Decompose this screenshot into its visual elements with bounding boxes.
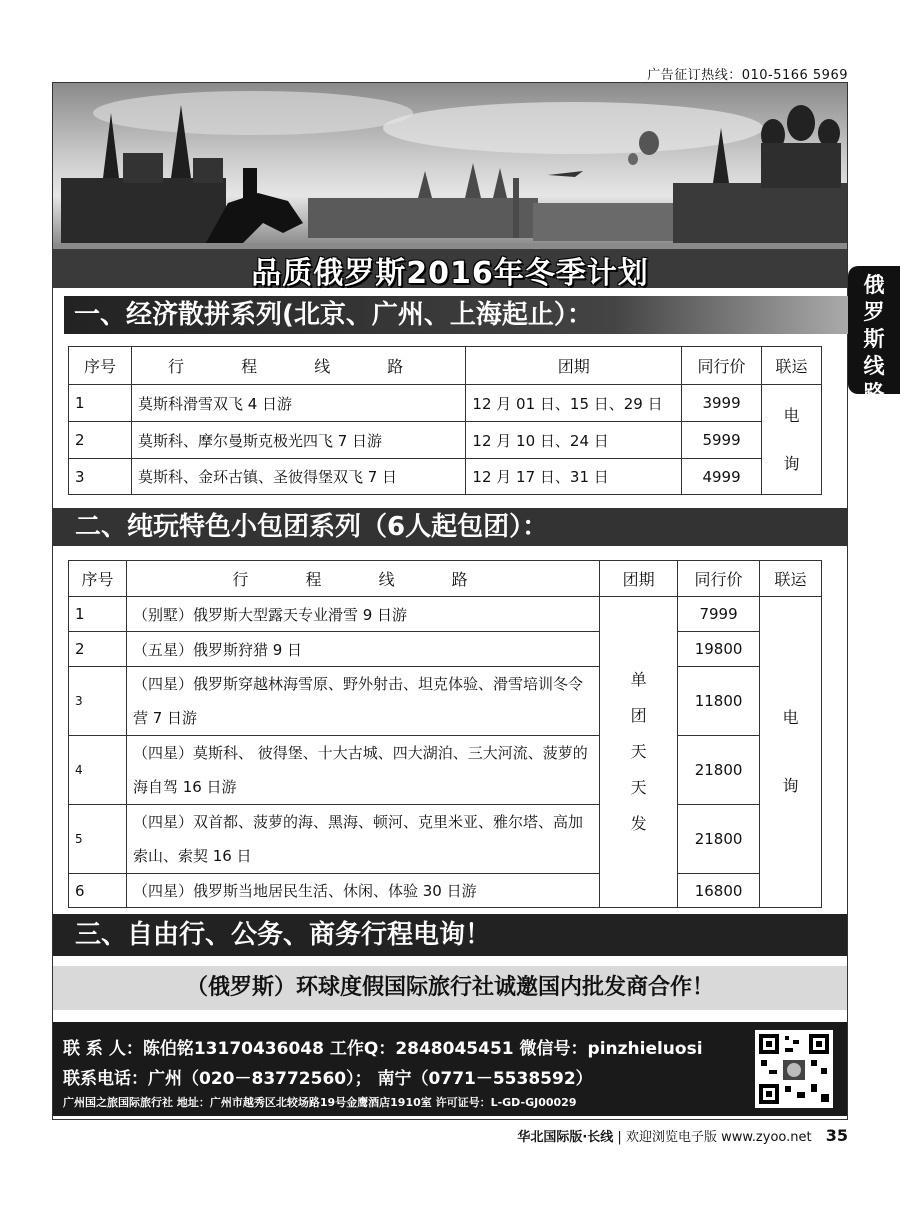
table-row	[69, 874, 822, 908]
row-no: 1	[69, 597, 127, 632]
row-no: 2	[69, 422, 132, 459]
row-no: 2	[69, 632, 127, 667]
row-no: 1	[69, 385, 132, 422]
row-route: （四星）双首都、菠萝的海、黑海、顿河、克里米亚、雅尔塔、高加索山、索契 16 日	[126, 805, 599, 874]
row-dates: 12 月 01 日、15 日、29 日	[466, 385, 682, 422]
table-row	[69, 385, 822, 422]
row-route: 莫斯科、摩尔曼斯克极光四飞 7 日游	[131, 422, 465, 459]
header-price: 同行价	[678, 561, 760, 597]
transport-char: 询	[783, 453, 800, 473]
header-no: 序号	[69, 561, 127, 597]
row-price: 11800	[678, 667, 760, 736]
table-row	[69, 422, 822, 459]
row-route: 莫斯科、金环古镇、圣彼得堡双飞 7 日	[131, 459, 465, 495]
side-tab-char: 斯	[863, 327, 885, 351]
section2-table	[68, 560, 822, 908]
page-title: 品质俄罗斯2016年冬季计划	[251, 256, 649, 291]
table-row	[69, 736, 822, 805]
header-no: 序号	[69, 347, 132, 385]
page-number: 35	[825, 1126, 848, 1145]
side-tab-char: 罗	[863, 300, 885, 324]
transport-char: 电	[782, 708, 799, 727]
side-tab-char: 路	[863, 381, 885, 405]
header-route: 行 程 线 路	[126, 561, 599, 597]
header-dates: 团期	[600, 561, 678, 597]
row-price: 7999	[678, 597, 760, 632]
section1-heading: 一、经济散拼系列(北京、广州、上海起止）：	[64, 296, 848, 334]
ad-hotline: 广告征订热线：010-5166 5969	[647, 68, 848, 83]
departure-char: 团	[630, 706, 647, 725]
departure-char: 发	[630, 814, 647, 833]
departure-char: 天	[630, 778, 647, 797]
row-route: （四星）莫斯科、 彼得堡、十大古城、四大湖泊、三大河流、菠萝的海自驾 16 日游	[126, 736, 599, 805]
section3-heading: 三、自由行、公务、商务行程电询！	[53, 914, 847, 956]
contact-person: 联 系 人：陈伯铭13170436048 工作Q：2848045451 微信号：pinzhieluosi	[63, 1039, 703, 1059]
page-footer	[517, 1126, 848, 1145]
transport-char: 电	[783, 405, 800, 425]
row-dates: 12 月 17 日、31 日	[466, 459, 682, 495]
table-row	[69, 805, 822, 874]
table-row	[69, 667, 822, 736]
table-row	[69, 632, 822, 667]
transport-cell	[760, 597, 822, 908]
departure-char: 单	[630, 670, 647, 689]
row-price: 4999	[682, 459, 762, 495]
row-price: 16800	[678, 874, 760, 908]
row-price: 3999	[682, 385, 762, 422]
agency-address: 广州国之旅国际旅行社 地址：广州市越秀区北较场路19号金鹰酒店1910室 许可证号：L-GD-GJ00029	[63, 1096, 577, 1109]
row-dates: 12 月 10 日、24 日	[466, 422, 682, 459]
qr-code-icon	[755, 1030, 833, 1108]
website-link[interactable]: 欢迎浏览电子版 www.zyoo.net	[625, 1130, 812, 1145]
contact-phone: 联系电话：广州（020－83772560）； 南宁（0771－5538592）	[63, 1069, 593, 1089]
edition-label: 华北国际版·长线	[517, 1130, 614, 1145]
header-transport: 联运	[760, 561, 822, 597]
table-row	[69, 597, 822, 632]
row-no: 5	[69, 805, 127, 874]
side-tab-char: 线	[863, 354, 885, 378]
section2-heading: 二、纯玩特色小包团系列（6人起包团）：	[53, 508, 847, 546]
header-price: 同行价	[682, 347, 762, 385]
row-price: 5999	[682, 422, 762, 459]
header-dates: 团期	[466, 347, 682, 385]
departure-char: 天	[630, 742, 647, 761]
transport-char: 询	[782, 776, 799, 795]
category-side-tab	[848, 266, 900, 405]
header-transport: 联运	[762, 347, 822, 385]
row-no: 3	[69, 667, 127, 736]
footer-separator: |	[617, 1130, 622, 1145]
row-price: 21800	[678, 805, 760, 874]
partnership-invite: （俄罗斯）环球度假国际旅行社诚邀国内批发商合作！	[53, 966, 847, 1010]
side-tab-char: 俄	[863, 273, 885, 297]
row-route: （五星）俄罗斯狩猎 9 日	[126, 632, 599, 667]
row-no: 4	[69, 736, 127, 805]
transport-cell	[762, 385, 822, 495]
contact-block	[53, 1022, 847, 1116]
row-route: （别墅）俄罗斯大型露天专业滑雪 9 日游	[126, 597, 599, 632]
row-route: （四星）俄罗斯当地居民生活、休闲、体验 30 日游	[126, 874, 599, 908]
departure-cell	[600, 597, 678, 908]
row-route: （四星）俄罗斯穿越林海雪原、野外射击、坦克体验、滑雪培训冬令营 7 日游	[126, 667, 599, 736]
table-row	[69, 459, 822, 495]
row-no: 6	[69, 874, 127, 908]
row-price: 19800	[678, 632, 760, 667]
row-price: 21800	[678, 736, 760, 805]
section1-table	[68, 346, 822, 495]
header-route: 行 程 线 路	[131, 347, 465, 385]
row-route: 莫斯科滑雪双飞 4 日游	[131, 385, 465, 422]
row-no: 3	[69, 459, 132, 495]
